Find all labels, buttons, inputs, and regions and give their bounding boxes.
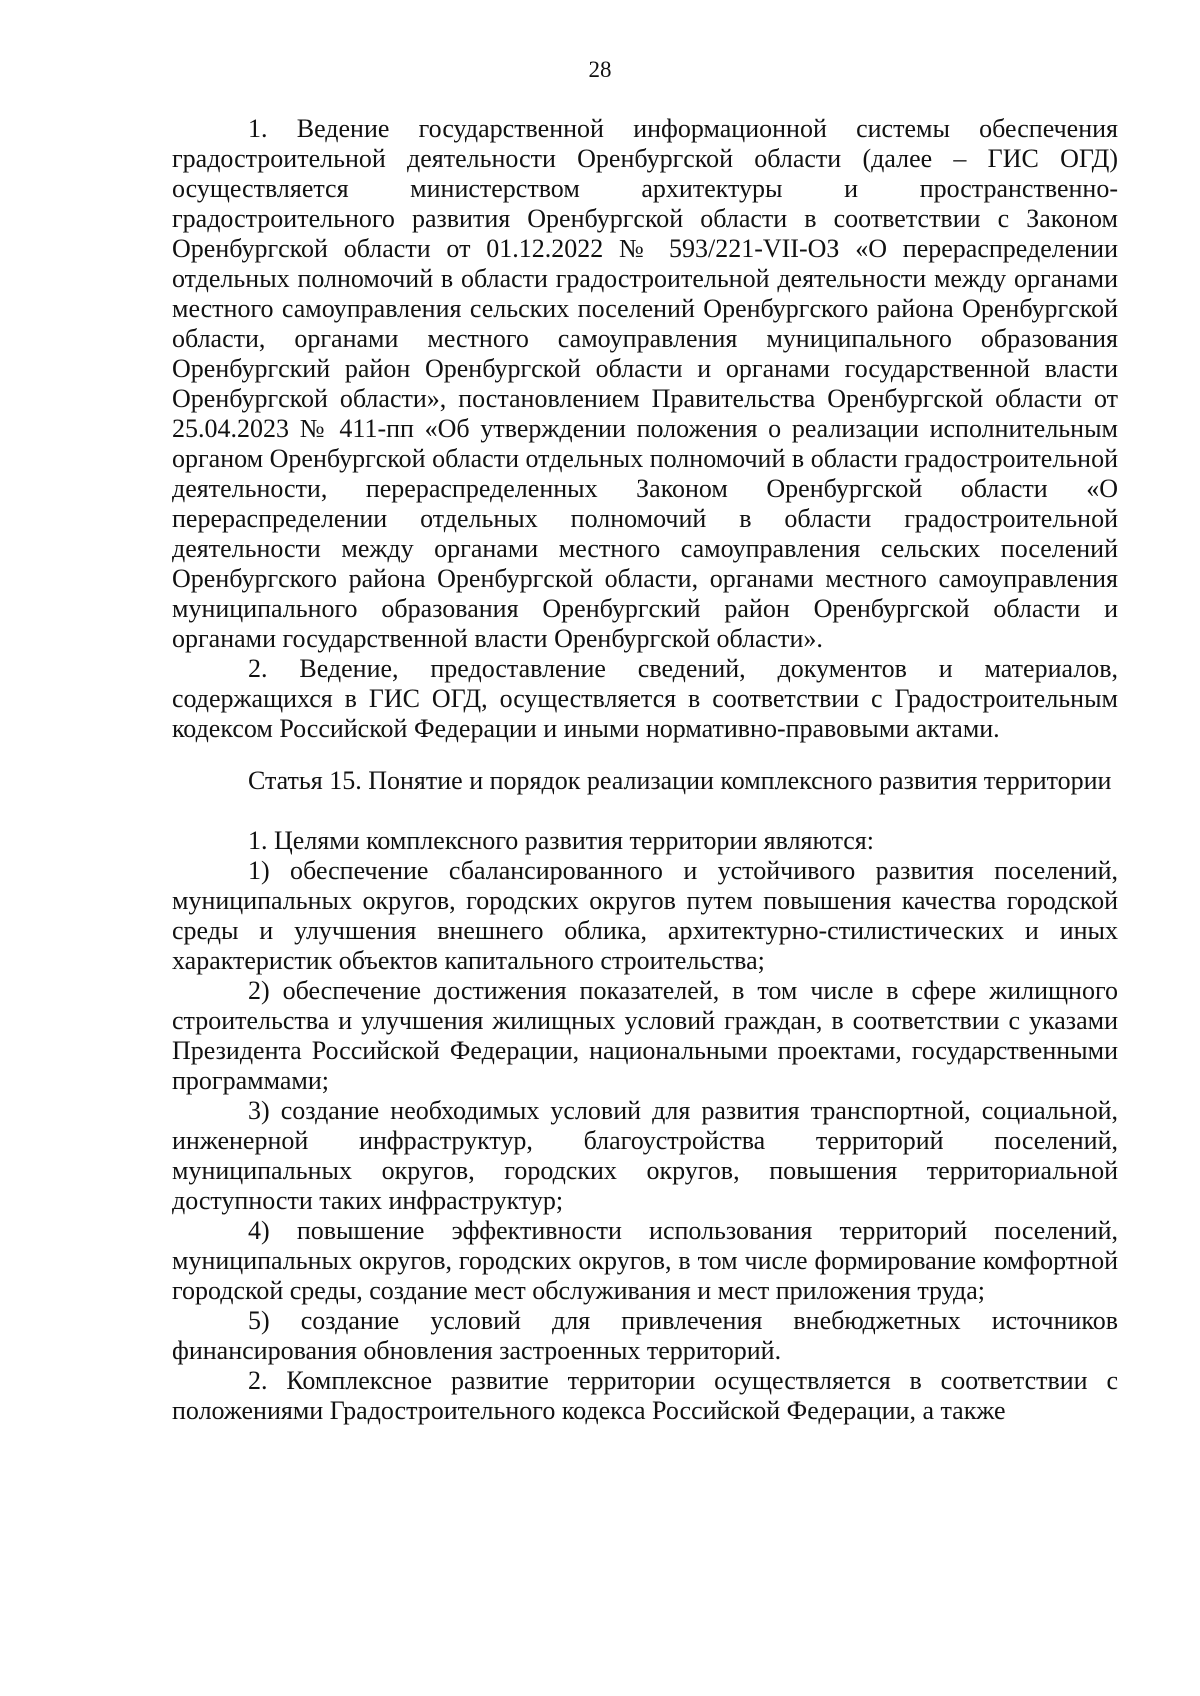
document-body [172, 114, 1118, 1426]
spacer [172, 796, 1118, 826]
list-item-goal-3: 3) создание необходимых условий для развития транспортной, социальной, инженерной инфраструктур, благоустройства территорий поселений, муниципальных округов, городских округов, повышения территориальной доступности таких инфраструктур; [172, 1096, 1118, 1215]
list-item-goal-1: 1) обеспечение сбалансированного и устойчивого развития поселений, муниципальных округов, городских округов путем повышения качества городской среды и улучшения внешнего облика, архитектурно-стилистических и иных характеристик объектов капитального строительства; [172, 856, 1118, 975]
paragraph-goals-intro: 1. Целями комплексного развития территории являются: [248, 826, 874, 855]
list-item-goal-5: 5) создание условий для привлечения внебюджетных источников финансирования обновления застроенных территорий. [172, 1306, 1118, 1365]
paragraph-gis-ogd-provision: 2. Ведение, предоставление сведений, документов и материалов, содержащихся в ГИС ОГД, осуществляется в соответствии с Градостроительным кодексом Российской Федерации и иными нормативно-правовыми актами. [172, 654, 1118, 743]
page-number: 28 [588, 57, 612, 82]
list-item-goal-4: 4) повышение эффективности использования территорий поселений, муниципальных округов, городских округов, в том числе формирование комфортной городской среды, создание мест обслуживания и мест приложения труда; [172, 1216, 1118, 1305]
paragraph-implementation: 2. Комплексное развитие территории осуществляется в соответствии с положениями Градостроительного кодекса Российской Федерации, а также [172, 1366, 1118, 1425]
spacer [172, 744, 1118, 766]
article-15-heading: Статья 15. Понятие и порядок реализации комплексного развития территории [248, 766, 1112, 795]
list-item-goal-2: 2) обеспечение достижения показателей, в том числе в сфере жилищного строительства и улучшения жилищных условий граждан, в соответствии с указами Президента Российской Федерации, национальными проектами, государственными программами; [172, 976, 1118, 1095]
paragraph-gis-ogd-maintenance: 1. Ведение государственной информационной системы обеспечения градостроительной деятельности Оренбургской области (далее – ГИС ОГД) осуществляется министерством архитектуры и пространственно-градостроительного развития Оренбургской области в соответствии с Законом Оренбургской области от 01.12.2022 № 593/221-VII-ОЗ «О перераспределении отдельных полномочий в области градостроительной деятельности между органами местного самоуправления сельских поселений Оренбургского района Оренбургской области, органами местного самоуправления муниципального образования Оренбургский район Оренбургской области и органами государственной власти Оренбургской области», постановлением Правительства Оренбургской области от 25.04.2023 № 411-пп «Об утверждении положения о реализации исполнительным органом Оренбургской области отдельных полномочий в области градостроительной деятельности, перераспределенных Законом Оренбургской области «О перераспределении отдельных полномочий в области градостроительной деятельности между органами местного самоуправления сельских поселений Оренбургского района Оренбургской области, органами местного самоуправления муниципального образования Оренбургский район Оренбургской области и органами государственной власти Оренбургской области». [172, 114, 1118, 653]
